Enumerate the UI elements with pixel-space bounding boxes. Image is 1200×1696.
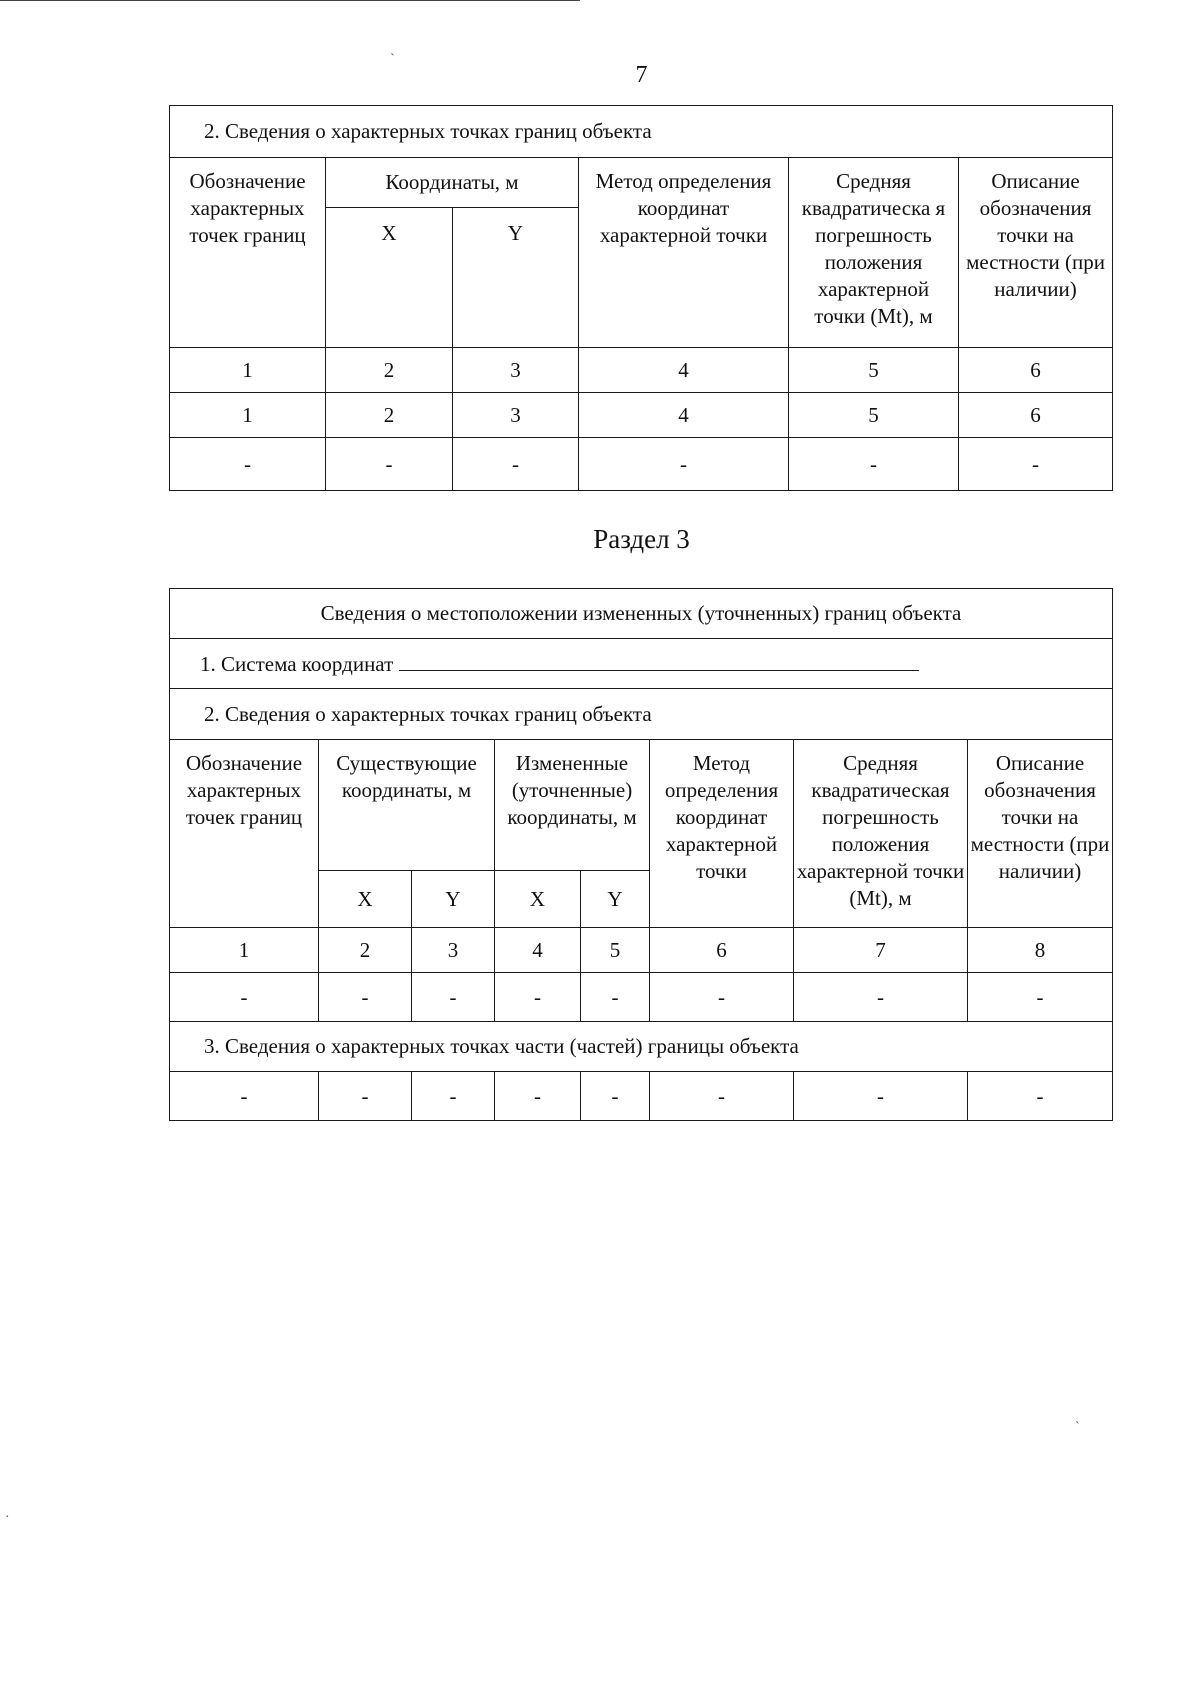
table2-parts-heading: 3. Сведения о характерных точках части (частей) границы объекта [170,1022,1113,1072]
table-cell: - [579,438,789,491]
table-cell: - [495,973,581,1022]
table-cell: - [794,973,968,1022]
header-x: X [326,208,453,348]
table-cell: - [650,973,794,1022]
header-coordinates: Координаты, м [326,158,579,208]
table-cell: - [319,973,412,1022]
header-y: Y [453,208,579,348]
table-cell: 5 [789,393,959,438]
header-method: Метод определения координат характерной точки [579,158,789,348]
header-description: Описание обозначения точки на местности (при наличии) [959,158,1113,348]
scan-speck: ` [1075,1420,1080,1435]
header-error: Средняя квадратическа я погрешность положения характерной точки (Mt), м [789,158,959,348]
header-error: Средняя квадратическая погрешность положения характерной точки (Mt), м [794,740,968,928]
column-number: 5 [581,928,650,973]
header-x-existing: X [319,871,412,928]
column-number: 4 [495,928,581,973]
table-cell: - [326,438,453,491]
header-description: Описание обозначения точки на местности (при наличии) [968,740,1113,928]
coordinate-system-row [170,639,1113,689]
table-cell: 3 [453,348,579,393]
scan-top-edge [0,0,580,1]
column-number: 7 [794,928,968,973]
table-cell: - [453,438,579,491]
header-x-changed: X [495,871,581,928]
table-cell: 4 [579,348,789,393]
table-cell: - [968,973,1113,1022]
column-number: 3 [412,928,495,973]
table-cell: 4 [579,393,789,438]
header-method: Метод определения координат характерной точки [650,740,794,928]
table-cell: - [495,1072,581,1121]
table-characteristic-points [169,105,1113,491]
table-cell: - [581,973,650,1022]
table-cell: - [170,973,319,1022]
table-cell: 6 [959,348,1113,393]
table-cell: 3 [453,393,579,438]
scan-speck: · [5,1510,10,1525]
column-number: 8 [968,928,1113,973]
table-cell: - [789,438,959,491]
column-number: 6 [650,928,794,973]
header-designation: Обозначение характерных точек границ [170,740,319,928]
table-cell: - [959,438,1113,491]
table-cell: 2 [326,393,453,438]
header-y-existing: Y [412,871,495,928]
coordinate-system-label: 1. Система координат [200,651,394,676]
column-number: 1 [170,928,319,973]
table-cell: - [581,1072,650,1121]
table1-heading: 2. Сведения о характерных точках границ объекта [170,106,1113,158]
header-existing-coordinates: Существующие координаты, м [319,740,495,871]
section-title: Раздел 3 [593,524,690,554]
table-cell: - [412,973,495,1022]
table-changed-boundaries [169,588,1113,1121]
table-cell: - [319,1072,412,1121]
table-cell: - [794,1072,968,1121]
table-cell: - [412,1072,495,1121]
table-cell: 5 [789,348,959,393]
table-cell: 2 [326,348,453,393]
scan-speck: ` [390,52,395,67]
coordinate-system-blank-line [399,650,919,671]
table-cell: - [968,1072,1113,1121]
table2-title: Сведения о местоположении измененных (уточненных) границ объекта [170,589,1113,639]
header-designation: Обозначение характерных точек границ [170,158,326,348]
column-number: 2 [319,928,412,973]
table-cell: 6 [959,393,1113,438]
table-cell: - [170,1072,319,1121]
table-cell: 1 [170,393,326,438]
table-cell: 1 [170,348,326,393]
page-number: 7 [635,62,648,88]
header-changed-coordinates: Измененные (уточненные) координаты, м [495,740,650,871]
table-cell: - [650,1072,794,1121]
header-y-changed: Y [581,871,650,928]
table2-points-heading: 2. Сведения о характерных точках границ объекта [170,689,1113,740]
table-cell: - [170,438,326,491]
